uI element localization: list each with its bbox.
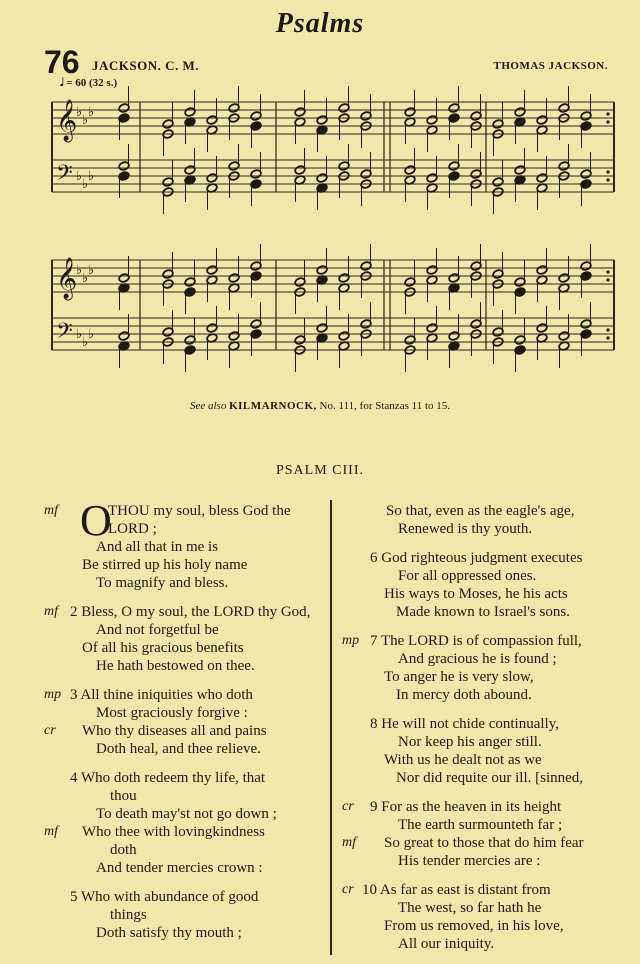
dynamic-marking: cr (342, 799, 354, 814)
see-also-note (0, 400, 640, 412)
flat-icon: ♭ (88, 169, 95, 184)
dynamic-marking: mf (342, 835, 356, 850)
verse-line: With us he dealt not as we (384, 752, 542, 768)
flat-icon: ♭ (88, 105, 95, 120)
flat-icon: ♭ (76, 105, 83, 120)
verse-line: To magnify and bless. (96, 575, 229, 591)
hymn-number: 76 (44, 44, 80, 80)
verse-line: Renewed is thy youth. (398, 521, 533, 537)
dynamic-marking: cr (342, 882, 354, 897)
verse-line: 6 God righteous judgment executes (370, 550, 583, 566)
verse-line: To death may'st not go down ; (96, 806, 277, 822)
repeat-dot (606, 178, 609, 181)
verse-line: Most graciously forgive : (96, 705, 248, 721)
half-note-icon: 𝅗𝅥 (60, 77, 64, 89)
dynamic-marking: mf (44, 604, 58, 619)
verse-line: Be stirred up his holy name (82, 557, 248, 573)
verse-line: 5 Who with abundance of good (70, 889, 259, 905)
repeat-dot (606, 278, 609, 281)
verse-line: And all that in me is (96, 539, 219, 555)
verse-line: His tender mercies are : (398, 853, 541, 869)
verse-line: In mercy doth abound. (396, 687, 532, 703)
flat-icon: ♭ (82, 271, 89, 286)
flat-icon: ♭ (76, 327, 83, 342)
verse-line: 8 He will not chide continually, (370, 716, 559, 732)
verse-line: To anger he is very slow, (384, 669, 534, 685)
verse-line: 9 For as the heaven in its height (370, 799, 562, 815)
verse-line: 10 As far as east is distant from (362, 882, 551, 898)
flat-icon: ♭ (88, 263, 95, 278)
dynamic-marking: mf (44, 824, 58, 839)
verse-line: All our iniquity. (398, 936, 495, 952)
verse-line: And not forgetful be (96, 622, 219, 638)
column-divider (330, 500, 332, 955)
verse-line: And gracious he is found ; (398, 651, 557, 667)
dynamic-marking: mp (342, 633, 360, 648)
verse-line: 3 All thine iniquities who doth (70, 687, 253, 703)
verse-line: 7 The LORD is of compassion full, (370, 633, 582, 649)
repeat-dot (606, 270, 609, 273)
verse-line: Of all his gracious benefits (82, 640, 244, 656)
repeat-dot (606, 112, 609, 115)
treble-clef-icon: 𝄞 (56, 258, 78, 299)
repeat-dot (606, 328, 609, 331)
flat-icon: ♭ (88, 327, 95, 342)
tune-name: JACKSON. C. M. (92, 58, 200, 73)
flat-icon: ♭ (76, 169, 83, 184)
bass-clef-icon: 𝄢 (56, 161, 73, 191)
verse-line: The earth surmounteth far ; (398, 817, 563, 833)
verse-line: Doth heal, and thee relieve. (96, 741, 261, 757)
verse-line: He hath bestowed on thee. (96, 658, 255, 674)
section-title: Psalms (275, 8, 365, 39)
dynamic-marking: cr (44, 723, 56, 738)
see-also-rest: No. 111, for Stanzas 11 to 15. (319, 400, 450, 412)
verse-line: So great to those that do him fear (384, 835, 584, 851)
flat-icon: ♭ (82, 335, 89, 350)
verse-line: things (110, 907, 147, 923)
psalm-title: PSALM CIII. (275, 463, 364, 478)
verse-line: Doth satisfy thy mouth ; (96, 925, 242, 941)
verse-line: His ways to Moses, he his acts (384, 586, 568, 602)
verse-line: Who thee with lovingkindness (82, 824, 265, 840)
verse-line: The west, so far hath he (398, 900, 542, 916)
verse-line: doth (110, 842, 137, 858)
verse-line: thou (110, 788, 137, 804)
verse-line: Nor keep his anger still. (398, 734, 542, 750)
dynamic-marking: mf (44, 503, 58, 518)
verse-line: 4 Who doth redeem thy life, that (70, 770, 266, 786)
repeat-dot (606, 120, 609, 123)
verse-line: For all oppressed ones. (398, 568, 537, 584)
bass-clef-icon: 𝄢 (56, 319, 73, 349)
composer-name: THOMAS JACKSON. (493, 60, 608, 72)
repeat-dot (606, 170, 609, 173)
verse-line: 2 Bless, O my soul, the LORD thy God, (70, 604, 311, 620)
drop-cap: O (80, 496, 112, 545)
verse-line: THOU my soul, bless God the (108, 503, 291, 519)
metronome-value: = 60 (32 s.) (66, 77, 118, 89)
repeat-dot (606, 336, 609, 339)
see-also-tune: KILMARNOCK, (229, 400, 317, 412)
verse-line: From us removed, in his love, (384, 918, 564, 934)
music-score (0, 0, 640, 400)
verse-line: LORD ; (108, 521, 157, 537)
see-also-prefix: See also (189, 400, 227, 412)
verse-line: Who thy diseases all and pains (82, 723, 267, 739)
flat-icon: ♭ (82, 177, 89, 192)
flat-icon: ♭ (82, 113, 89, 128)
verse-line: Made known to Israel's sons. (396, 604, 570, 620)
verse-line: So that, even as the eagle's age, (386, 503, 575, 519)
treble-clef-icon: 𝄞 (56, 100, 78, 141)
verse-line: Nor did requite our ill. [sinned, (396, 770, 584, 786)
flat-icon: ♭ (76, 263, 83, 278)
dynamic-marking: mp (44, 687, 62, 702)
verse-line: And tender mercies crown : (96, 860, 263, 876)
